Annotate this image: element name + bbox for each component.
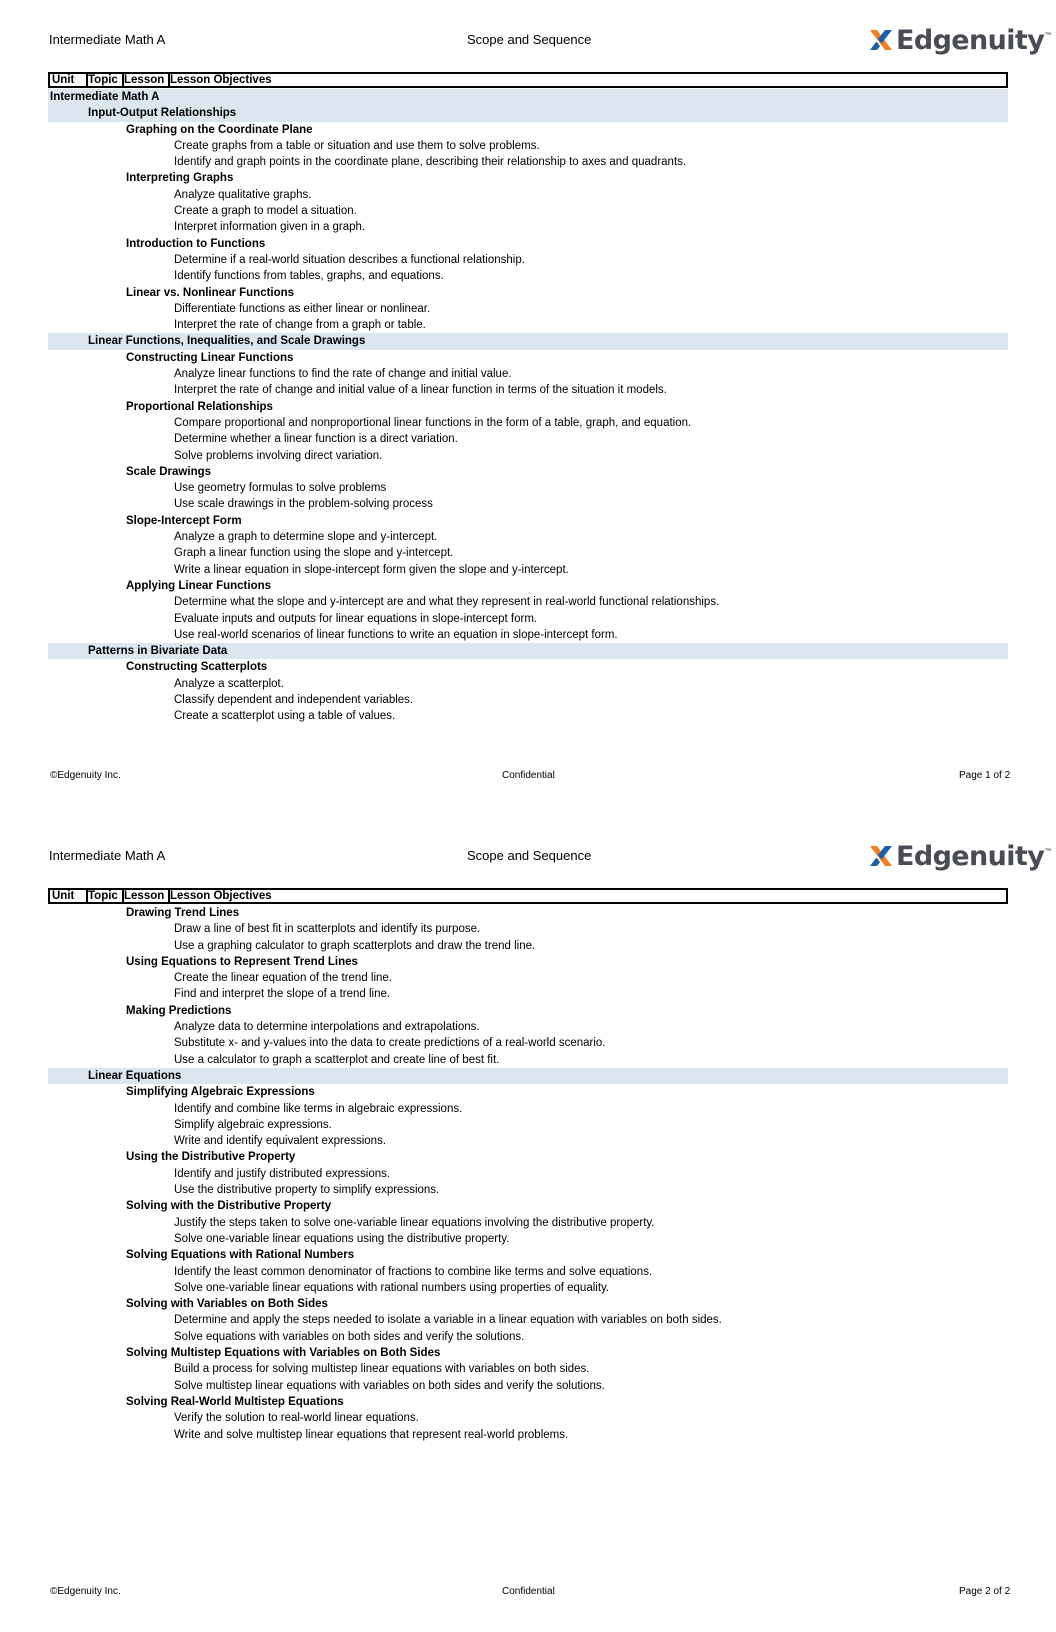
- lesson-title: Using the Distributive Property: [126, 1151, 296, 1164]
- trademark-symbol: ™: [1044, 32, 1052, 39]
- lesson-title: Solving with the Distributive Property: [126, 1200, 332, 1213]
- lesson-title: Interpreting Graphs: [126, 172, 234, 185]
- lesson-title: Solving with Variables on Both Sides: [126, 1298, 328, 1311]
- column-header-unit: Unit: [50, 74, 88, 88]
- lesson-title: Applying Linear Functions: [126, 579, 272, 592]
- lesson-title: Using Equations to Represent Trend Lines: [126, 955, 358, 968]
- lesson-objective: Identify and justify distributed expressions.: [174, 1167, 391, 1180]
- topic-heading: Linear Equations: [48, 1068, 1008, 1084]
- lesson-objective: Graph a linear function using the slope and y-intercept.: [174, 547, 454, 560]
- lesson-title: Constructing Linear Functions: [126, 351, 294, 364]
- lesson-objective: Determine whether a linear function is a direct variation.: [174, 433, 458, 446]
- lesson-objective: Compare proportional and nonproportional linear functions in the form of a table, graph, and equation.: [174, 416, 692, 429]
- lesson-title: Drawing Trend Lines: [126, 907, 240, 919]
- topic-heading: Linear Functions, Inequalities, and Scale Drawings: [48, 333, 1008, 349]
- column-header-row: [48, 72, 1008, 88]
- topic-heading: Patterns in Bivariate Data: [48, 643, 1008, 659]
- lesson-objective: Use scale drawings in the problem-solving process: [174, 498, 433, 511]
- lesson-objective: Analyze a graph to determine slope and y-intercept.: [174, 531, 438, 544]
- column-header-topic: Topic: [86, 890, 124, 904]
- lesson-objective: Write and solve multistep linear equations that represent real-world problems.: [174, 1428, 569, 1441]
- footer-confidential: Confidential: [502, 1586, 555, 1597]
- footer-copyright: ©Edgenuity Inc.: [50, 1586, 121, 1597]
- lesson-objective: Identify and combine like terms in algebraic expressions.: [174, 1102, 463, 1115]
- lesson-objective: Analyze data to determine interpolations and extrapolations.: [174, 1021, 480, 1034]
- lesson-objective: Determine if a real-world situation describes a functional relationship.: [174, 253, 525, 266]
- lesson-objective: Differentiate functions as either linear or nonlinear.: [174, 302, 431, 315]
- lesson-objective: Create graphs from a table or situation and use them to solve problems.: [174, 139, 540, 152]
- column-header-topic: Topic: [86, 74, 124, 88]
- lesson-objective: Justify the steps taken to solve one-variable linear equations involving the distributive property.: [174, 1216, 655, 1229]
- lesson-title: Making Predictions: [126, 1004, 232, 1017]
- document-title: Scope and Sequence: [467, 848, 592, 863]
- lesson-objective: Classify dependent and independent variables.: [174, 693, 414, 706]
- column-header-lesson: Lesson: [122, 74, 170, 88]
- lesson-objective: Identify the least common denominator of fractions to combine like terms and solve equations.: [174, 1265, 653, 1278]
- trademark-symbol: ™: [1044, 848, 1052, 855]
- lesson-objective: Simplify algebraic expressions.: [174, 1118, 332, 1131]
- lesson-objective: Solve equations with variables on both sides and verify the solutions.: [174, 1330, 525, 1343]
- topic-heading: Input-Output Relationships: [48, 105, 1008, 121]
- lesson-objective: Draw a line of best fit in scatterplots and identify its purpose.: [174, 923, 481, 936]
- scope-sequence-list: [48, 905, 1008, 1443]
- lesson-objective: Create a graph to model a situation.: [174, 205, 357, 218]
- lesson-objective: Create the linear equation of the trend line.: [174, 972, 393, 985]
- document-title: Scope and Sequence: [467, 32, 592, 47]
- lesson-objective: Use geometry formulas to solve problems: [174, 482, 387, 495]
- course-name: Intermediate Math A: [49, 32, 166, 47]
- lesson-objective: Verify the solution to real-world linear equations.: [174, 1412, 419, 1425]
- lesson-title: Scale Drawings: [126, 465, 212, 478]
- lesson-objective: Analyze linear functions to find the rate of change and initial value.: [174, 368, 512, 381]
- lesson-objective: Use real-world scenarios of linear functions to write an equation in slope-intercept form.: [174, 628, 618, 641]
- logo-wordmark: Edgenuity: [896, 24, 1045, 56]
- column-header-objectives: Lesson Objectives: [170, 74, 272, 86]
- lesson-title: Solving Equations with Rational Numbers: [126, 1249, 355, 1262]
- column-header-objectives: Lesson Objectives: [170, 890, 272, 902]
- lesson-objective: Solve problems involving direct variation.: [174, 449, 383, 462]
- lesson-objective: Interpret information given in a graph.: [174, 221, 366, 234]
- page-number: Page 2 of 2: [959, 1586, 1011, 1597]
- footer-copyright: ©Edgenuity Inc.: [50, 770, 121, 781]
- course-name: Intermediate Math A: [49, 848, 166, 863]
- column-header-lesson: Lesson: [122, 890, 170, 904]
- lesson-objective: Identify and graph points in the coordinate plane, describing their relationship to axes and quadrants.: [174, 156, 687, 169]
- lesson-objective: Determine what the slope and y-intercept are and what they represent in real-world functional relationships.: [174, 596, 720, 609]
- lesson-objective: Analyze qualitative graphs.: [174, 188, 312, 201]
- lesson-objective: Evaluate inputs and outputs for linear equations in slope-intercept form.: [174, 612, 538, 625]
- column-header-row: [48, 888, 1008, 904]
- x-logo-icon: [868, 843, 894, 869]
- footer-confidential: Confidential: [502, 770, 555, 781]
- lesson-objective: Solve one-variable linear equations with rational numbers using properties of equality.: [174, 1281, 610, 1294]
- lesson-title: Introduction to Functions: [126, 237, 266, 250]
- page-number: Page 1 of 2: [959, 770, 1011, 781]
- lesson-objective: Build a process for solving multistep linear equations with variables on both sides.: [174, 1363, 590, 1376]
- logo-wordmark: Edgenuity: [896, 840, 1045, 872]
- unit-heading: Intermediate Math A: [48, 89, 1008, 105]
- column-header-unit: Unit: [50, 890, 88, 904]
- lesson-objective: Use the distributive property to simplify expressions.: [174, 1184, 440, 1197]
- lesson-objective: Solve one-variable linear equations using the distributive property.: [174, 1232, 510, 1245]
- lesson-objective: Find and interpret the slope of a trend line.: [174, 988, 391, 1001]
- lesson-objective: Use a graphing calculator to graph scatterplots and draw the trend line.: [174, 939, 536, 952]
- lesson-title: Proportional Relationships: [126, 400, 273, 413]
- lesson-title: Solving Real-World Multistep Equations: [126, 1395, 344, 1408]
- lesson-title: Simplifying Algebraic Expressions: [126, 1086, 315, 1099]
- lesson-title: Constructing Scatterplots: [126, 661, 268, 674]
- lesson-objective: Substitute x- and y-values into the data to create predictions of a real-world scenario.: [174, 1037, 606, 1050]
- lesson-objective: Use a calculator to graph a scatterplot and create line of best fit.: [174, 1053, 500, 1066]
- lesson-objective: Interpret the rate of change from a graph or table.: [174, 319, 426, 332]
- lesson-title: Slope-Intercept Form: [126, 514, 242, 527]
- x-logo-icon: [868, 27, 894, 53]
- lesson-objective: Write and identify equivalent expressions.: [174, 1135, 387, 1148]
- lesson-objective: Analyze a scatterplot.: [174, 677, 284, 690]
- lesson-objective: Identify functions from tables, graphs, and equations.: [174, 270, 444, 283]
- lesson-objective: Solve multistep linear equations with variables on both sides and verify the solutions.: [174, 1379, 605, 1392]
- document-page-2: [0, 816, 1056, 1632]
- edgenuity-logo: [868, 840, 1051, 872]
- lesson-objective: Determine and apply the steps needed to isolate a variable in a linear equation with variables on both sides.: [174, 1314, 722, 1327]
- lesson-title: Graphing on the Coordinate Plane: [126, 123, 313, 136]
- scope-sequence-list: [48, 89, 1008, 725]
- lesson-objective: Interpret the rate of change and initial value of a linear function in terms of the situation it models.: [174, 384, 667, 397]
- lesson-objective: Write a linear equation in slope-intercept form given the slope and y-intercept.: [174, 563, 569, 576]
- lesson-title: Solving Multistep Equations with Variables on Both Sides: [126, 1347, 441, 1360]
- lesson-title: Linear vs. Nonlinear Functions: [126, 286, 295, 299]
- edgenuity-logo: [868, 24, 1051, 56]
- lesson-objective: Create a scatterplot using a table of values.: [174, 710, 396, 723]
